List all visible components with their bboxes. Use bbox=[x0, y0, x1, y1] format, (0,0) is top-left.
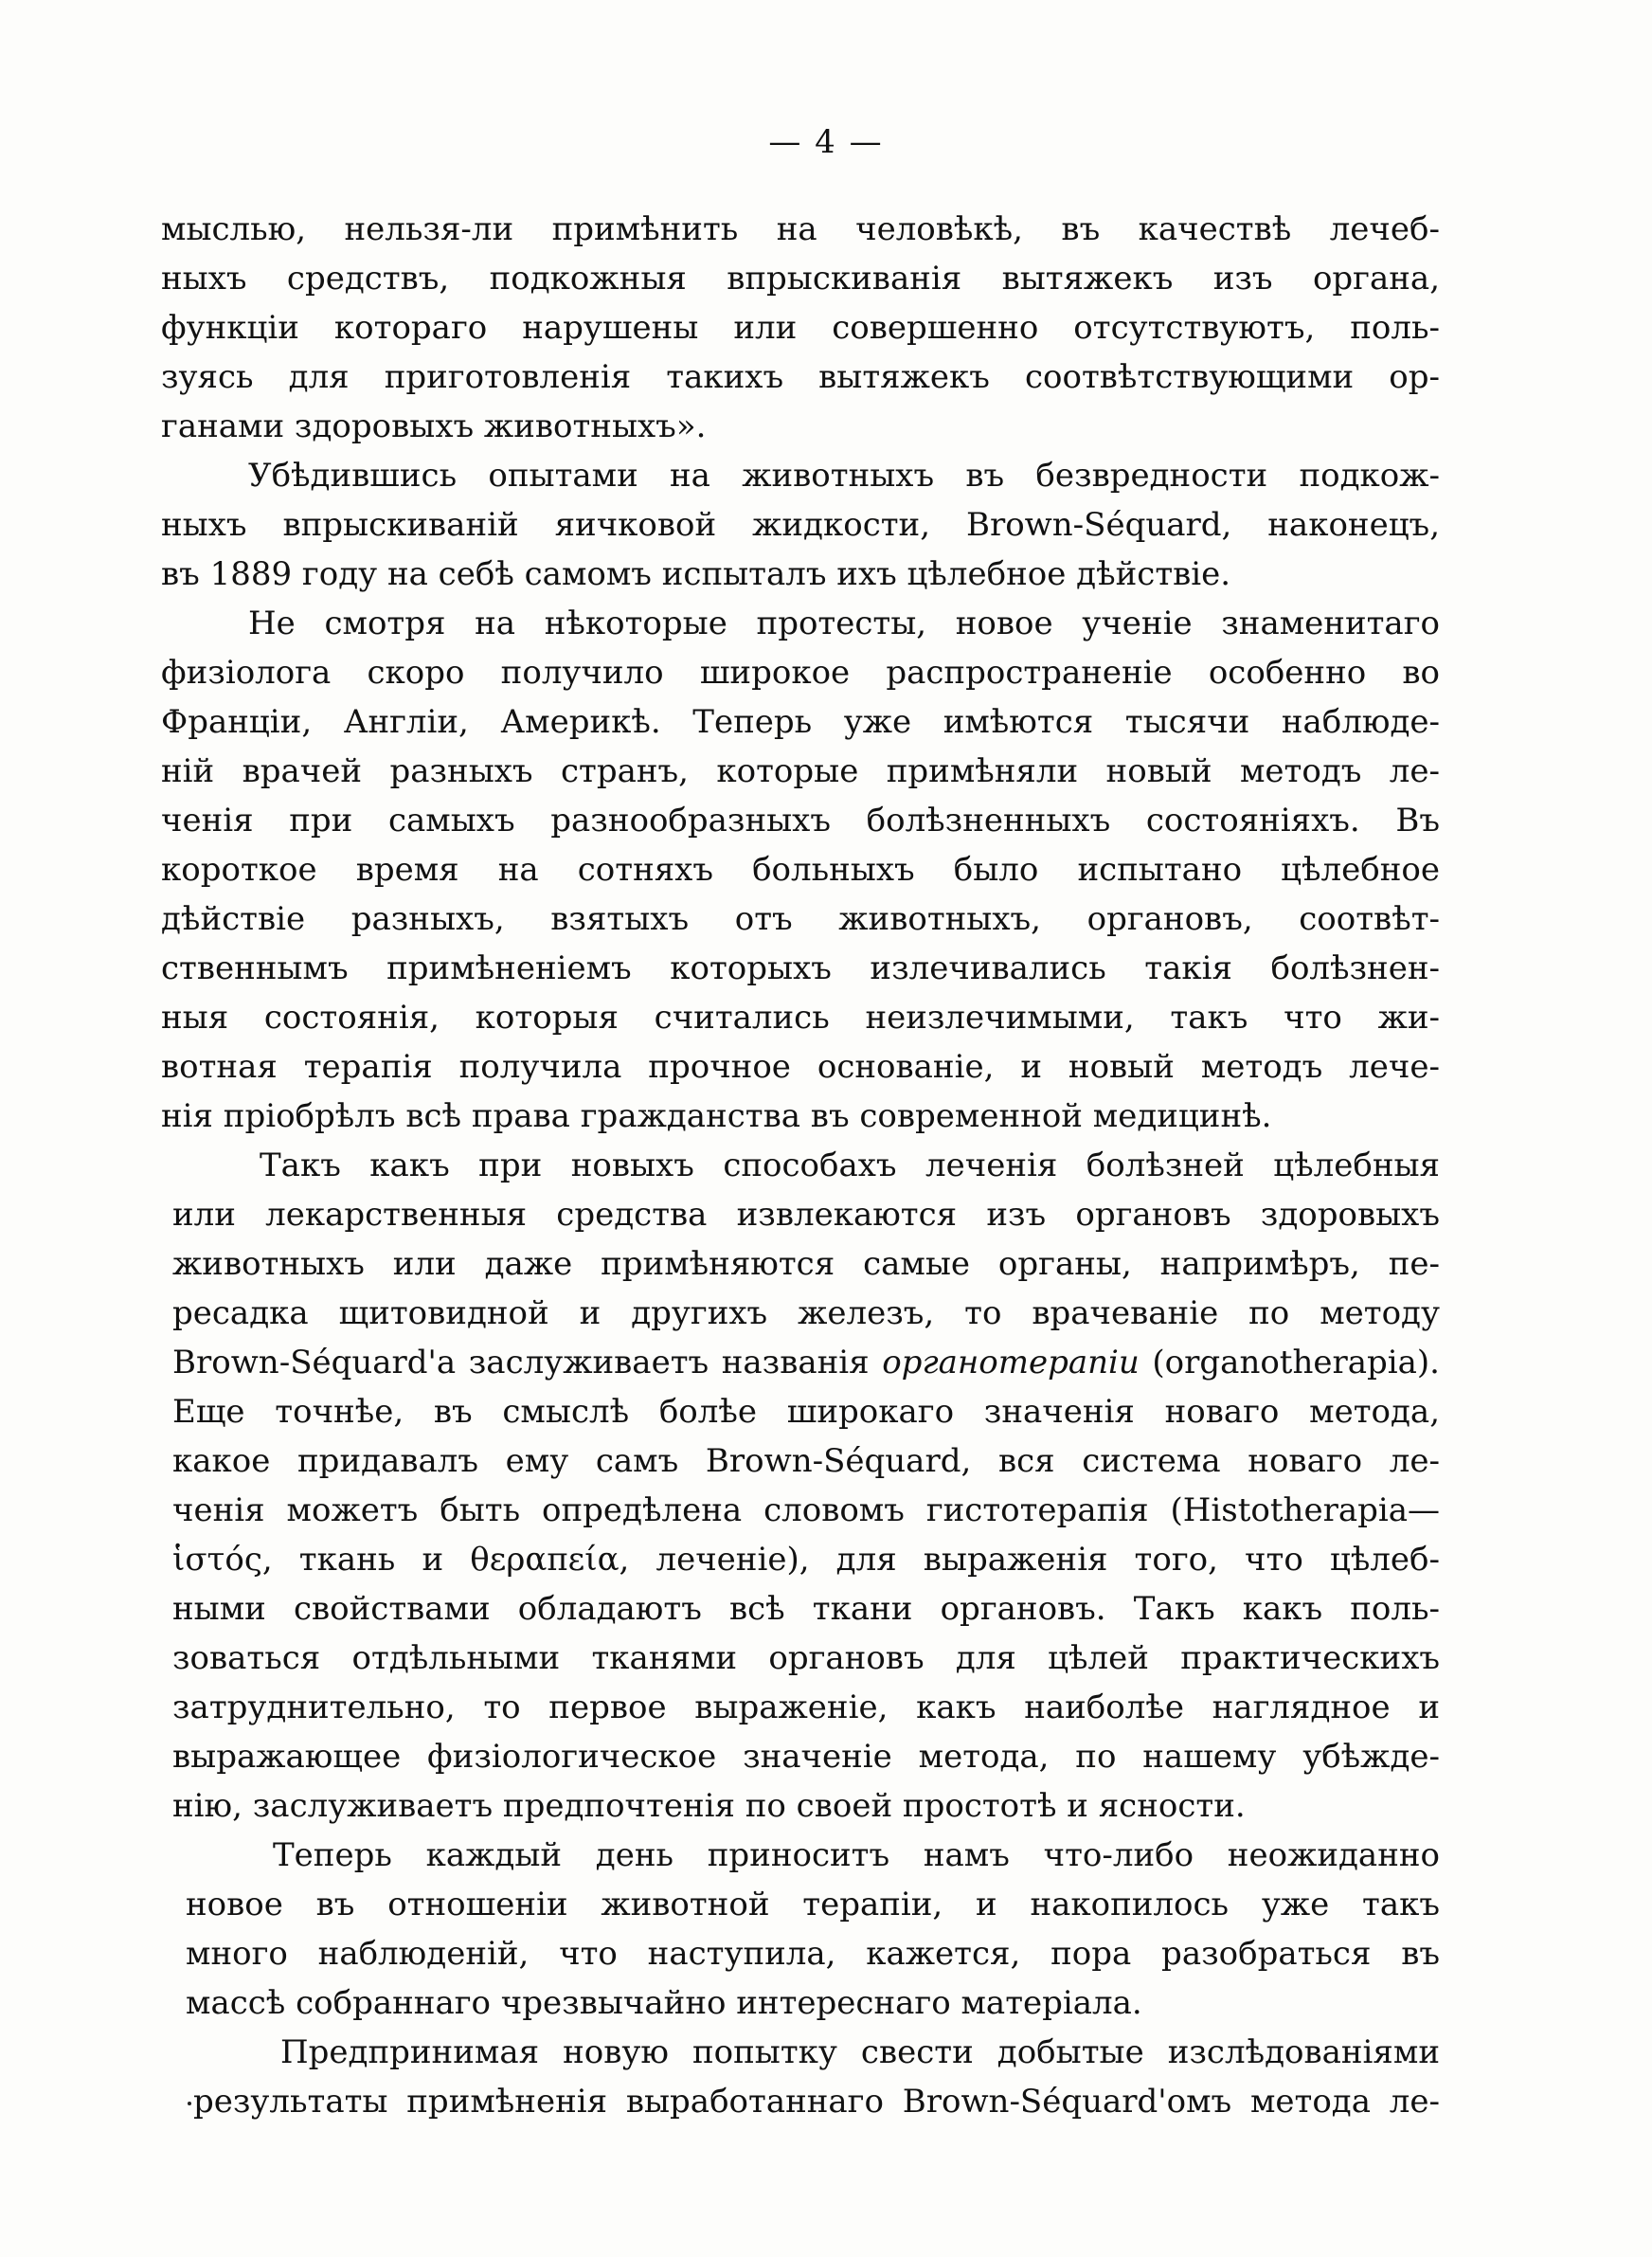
text-line-with-term bbox=[172, 1338, 1440, 1387]
text-line: ныя состоянія, которыя считались неизлечимыми, такъ что жи- bbox=[161, 999, 1440, 1037]
paragraph-3 bbox=[161, 599, 1440, 1141]
text-line: новое въ отношеніи животной терапіи, и накопилось уже такъ bbox=[186, 1886, 1440, 1923]
text-line: массѣ собраннаго чрезвычайно интереснаго матеріала. bbox=[186, 1984, 1142, 2022]
text-line: Франціи, Англіи, Америкѣ. Теперь уже имѣются тысячи наблюде- bbox=[161, 703, 1440, 741]
italic-term: органотерапіи bbox=[882, 1344, 1140, 1381]
paragraph-1 bbox=[161, 205, 1440, 451]
text-line: ченія можетъ быть опредѣлена словомъ гистотерапія (Histotherapia— bbox=[172, 1491, 1440, 1529]
text-line: ныхъ средствъ, подкожныя впрыскиванія вытяжекъ изъ органа, bbox=[161, 260, 1440, 298]
text-line: животныхъ или даже примѣняются самые органы, напримѣръ, пе- bbox=[172, 1245, 1440, 1283]
text-line: ἱστός, ткань и θεραπεία, леченіе), для выраженія того, что цѣлеб- bbox=[172, 1541, 1440, 1579]
text-line: ресадка щитовидной и другихъ железъ, то врачеваніе по методу bbox=[172, 1294, 1440, 1332]
paragraph-5 bbox=[161, 1831, 1440, 2028]
text-line: дѣйствіе разныхъ, взятыхъ отъ животныхъ, органовъ, соотвѣт- bbox=[161, 900, 1440, 938]
text-line: ганами здоровыхъ животныхъ». bbox=[161, 407, 707, 445]
text-line: мыслью, нельзя-ли примѣнить на человѣкѣ, въ качествѣ лечеб- bbox=[161, 210, 1440, 248]
text-line: результаты примѣненія выработаннаго Brown-Séquard'омъ метода ле- bbox=[193, 2083, 1440, 2121]
text-line: какое придавалъ ему самъ Brown-Séquard, вся система новаго ле- bbox=[172, 1442, 1440, 1480]
text-line: физіолога скоро получило широкое распространеніе особенно во bbox=[161, 654, 1440, 692]
text-line: много наблюденій, что наступила, кажется, пора разобраться въ bbox=[186, 1935, 1440, 1973]
text-fragment: Brown-Séquard'а заслуживаетъ названія bbox=[172, 1344, 883, 1381]
text-line: функціи котораго нарушены или совершенно отсутствуютъ, поль- bbox=[161, 309, 1440, 347]
text-line: Предпринимая новую попытку свести добытые изслѣдованіями bbox=[280, 2033, 1440, 2071]
text-line: нію, заслуживаетъ предпочтенія по своей простотѣ и ясности. bbox=[172, 1787, 1246, 1825]
text-line: въ 1889 году на себѣ самомъ испыталъ ихъ цѣлебное дѣйствіе. bbox=[161, 555, 1231, 593]
text-line: ными свойствами обладаютъ всѣ ткани органовъ. Такъ какъ поль- bbox=[172, 1590, 1440, 1628]
text-line: Такъ какъ при новыхъ способахъ леченія болѣзней цѣлебныя bbox=[260, 1147, 1440, 1184]
text-line: ній врачей разныхъ странъ, которые примѣняли новый методъ ле- bbox=[161, 752, 1440, 790]
text-line: вотная терапія получила прочное основаніе, и новый методъ лече- bbox=[161, 1048, 1440, 1086]
text-line: затруднительно, то первое выраженіе, какъ наиболѣе наглядное и bbox=[172, 1688, 1440, 1726]
paragraph-6 bbox=[161, 2028, 1440, 2126]
text-line: нія пріобрѣлъ всѣ права гражданства въ современной медицинѣ. bbox=[161, 1097, 1272, 1135]
text-line: Не смотря на нѣкоторые протесты, новое ученіе знаменитаго bbox=[248, 605, 1440, 642]
text-line: или лекарственныя средства извлекаются изъ органовъ здоровыхъ bbox=[172, 1196, 1440, 1234]
text-line: Теперь каждый день приноситъ намъ что-либо неожиданно bbox=[273, 1836, 1440, 1874]
text-line: зоваться отдѣльными тканями органовъ для цѣлей практическихъ bbox=[172, 1639, 1440, 1677]
paragraph-2 bbox=[161, 451, 1440, 599]
text-line: ственнымъ примѣненіемъ которыхъ излечивались такія болѣзнен- bbox=[161, 949, 1440, 987]
text-line: короткое время на сотняхъ больныхъ было испытано цѣлебное bbox=[161, 851, 1440, 889]
page-number: — 4 — bbox=[768, 123, 884, 161]
ink-speck bbox=[188, 2102, 191, 2105]
body-text bbox=[161, 205, 1440, 2126]
text-fragment: (organotherapia). bbox=[1139, 1344, 1440, 1381]
text-line: Еще точнѣе, въ смыслѣ болѣе широкаго значенія новаго метода, bbox=[172, 1393, 1440, 1431]
text-line: зуясь для приготовленія такихъ вытяжекъ соотвѣтствующими ор- bbox=[161, 358, 1440, 396]
text-line: выражающее физіологическое значеніе метода, по нашему убѣжде- bbox=[172, 1738, 1440, 1776]
paragraph-4 bbox=[161, 1141, 1440, 1831]
text-line: Убѣдившись опытами на животныхъ въ безвредности подкож- bbox=[248, 457, 1440, 495]
text-line: ныхъ впрыскиваній яичковой жидкости, Brown-Séquard, наконецъ, bbox=[161, 506, 1440, 544]
text-line: ченія при самыхъ разнообразныхъ болѣзненныхъ состояніяхъ. Въ bbox=[161, 802, 1440, 840]
